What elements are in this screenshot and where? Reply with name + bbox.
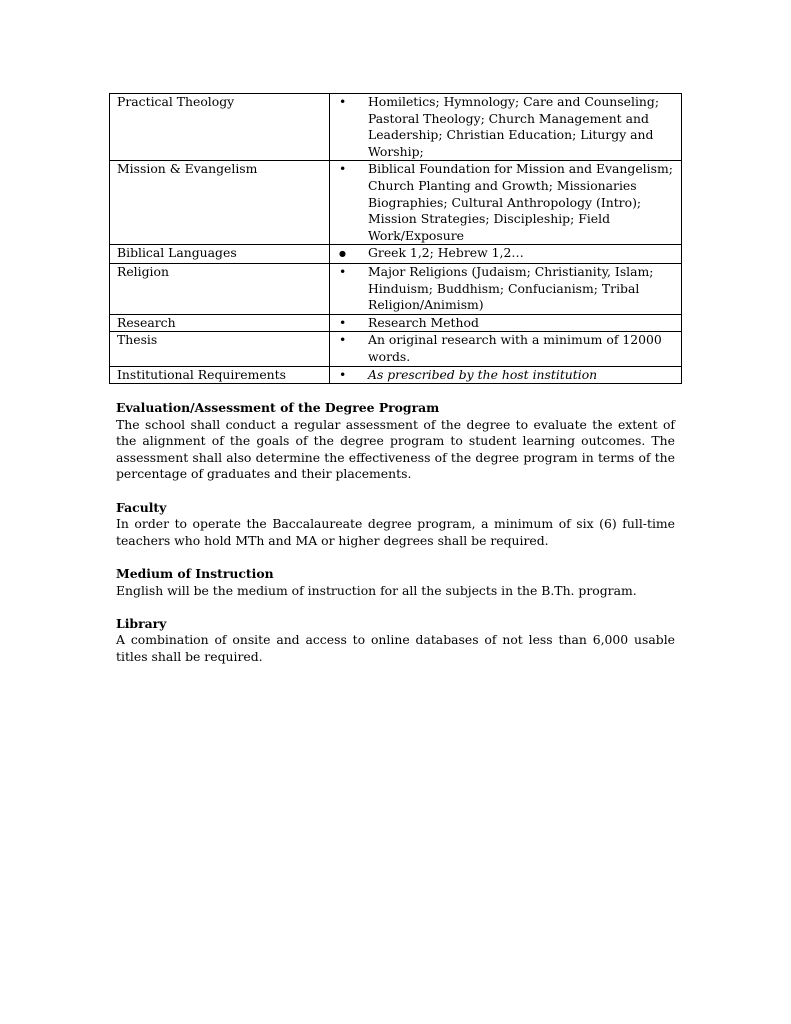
- section-evaluation: [116, 400, 675, 483]
- table-row: [110, 263, 682, 314]
- section-body: A combination of onsite and access to online databases of not less than 6,000 usable titles shall be required.: [116, 632, 675, 664]
- bullet-icon: [337, 94, 368, 160]
- section-heading: Library: [116, 615, 167, 631]
- list-item: [337, 332, 681, 365]
- section-faculty: [116, 500, 675, 550]
- courses-text: Research Method: [368, 314, 479, 330]
- courses-text: Greek 1,2; Hebrew 1,2…: [368, 245, 524, 261]
- subject-cell: Institutional Requirements: [110, 366, 330, 384]
- table-row: [110, 161, 682, 245]
- section-body: In order to operate the Baccalaureate degree program, a minimum of six (6) full-time teachers who hold MTh and MA or higher degrees shall be required.: [116, 516, 675, 548]
- table-row: [110, 94, 682, 161]
- courses-cell: [330, 94, 682, 161]
- section-library: [116, 616, 675, 666]
- section-heading: Evaluation/Assessment of the Degree Program: [116, 400, 440, 415]
- courses-text: As prescribed by the host institution: [368, 366, 598, 382]
- section-heading: Faculty: [116, 499, 167, 515]
- subject-cell: Practical Theology: [110, 94, 330, 161]
- section-heading: Medium of Instruction: [116, 565, 274, 581]
- list-item: [337, 367, 681, 384]
- section-medium: [116, 566, 675, 599]
- curriculum-table: [109, 93, 682, 384]
- courses-cell: [330, 366, 682, 384]
- bullet-icon: [337, 367, 368, 384]
- courses-cell: [330, 161, 682, 245]
- courses-text: Homiletics; Hymnology; Care and Counseling; Pastoral Theology; Church Management and Leadership; Christian Education; Liturgy and Worship;: [368, 94, 659, 159]
- table-row: [110, 332, 682, 366]
- courses-cell: [330, 263, 682, 314]
- document-sections: [116, 400, 675, 682]
- bullet-icon: [337, 161, 368, 244]
- list-item: [337, 94, 681, 160]
- courses-cell: [330, 245, 682, 264]
- bullet-icon: [337, 332, 368, 365]
- list-item: [337, 264, 681, 314]
- list-item: [337, 245, 681, 263]
- list-item: [337, 161, 681, 244]
- subject-cell: Thesis: [110, 332, 330, 366]
- section-body: The school shall conduct a regular assessment of the degree to evaluate the extent of the alignment of the goals of the degree program to student learning outcomes. The assessment shall also determine the effectiveness of the degree program in terms of the percentage of graduates and their placements.: [116, 416, 675, 482]
- courses-text: An original research with a minimum of 12000 words.: [368, 332, 662, 364]
- courses-cell: [330, 332, 682, 366]
- subject-cell: Mission & Evangelism: [110, 161, 330, 245]
- list-item: [337, 315, 681, 332]
- table-row: [110, 245, 682, 264]
- bullet-icon: [337, 315, 368, 332]
- section-body: English will be the medium of instruction for all the subjects in the B.Th. program.: [116, 582, 637, 598]
- subject-cell: Religion: [110, 263, 330, 314]
- bullet-icon: [337, 245, 368, 263]
- subject-cell: Biblical Languages: [110, 245, 330, 264]
- table-row: [110, 366, 682, 384]
- bullet-icon: [337, 264, 368, 314]
- subject-cell: Research: [110, 314, 330, 332]
- courses-text: Biblical Foundation for Mission and Evangelism; Church Planting and Growth; Missionaries Biographies; Cultural Anthropology (Intro); Mission Strategies; Discipleship; Field Work/Exposure: [368, 161, 673, 243]
- table-row: [110, 314, 682, 332]
- courses-text: Major Religions (Judaism; Christianity, Islam; Hinduism; Buddhism; Confucianism; Tribal Religion/Animism): [368, 263, 654, 313]
- curriculum-table-body: [110, 94, 682, 384]
- courses-cell: [330, 314, 682, 332]
